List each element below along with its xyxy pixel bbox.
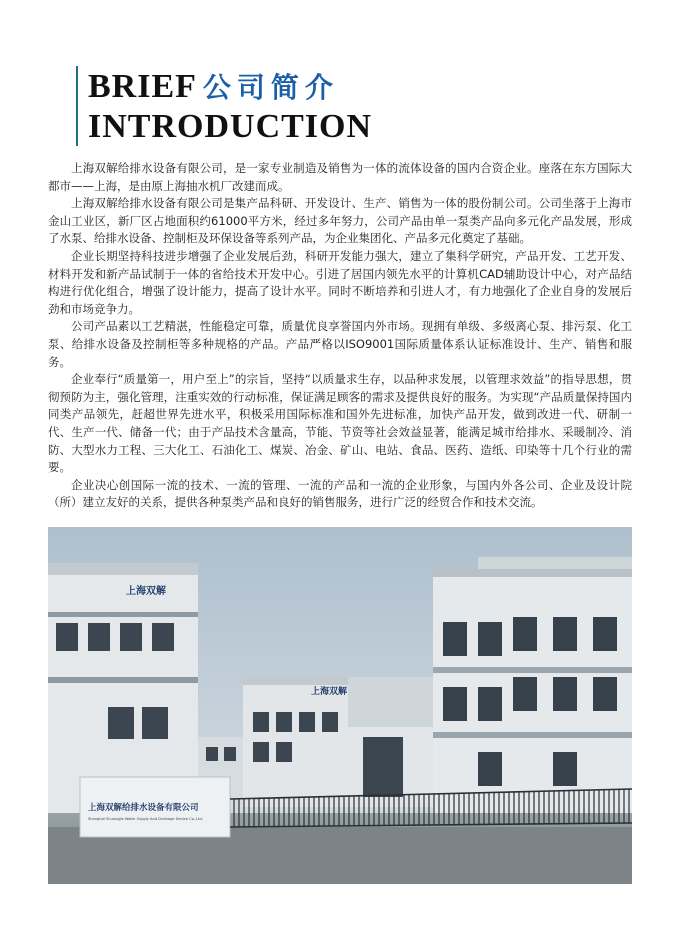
title-introduction: INTRODUCTION	[88, 108, 373, 145]
title-accent-line	[76, 66, 78, 146]
left-building	[48, 563, 198, 813]
paragraph-2: 上海双解给排水设备有限公司是集产品科研、开发设计、生产、销售为一体的股份制公司。公司坐落于上海市金山工业区，新厂区占地面积约61000平方米，经过多年努力，公司产品由单一泵类产品向多元化产品发展，形成了水泵、给排水设备、控制柜及环保设备等系列产品，为企业集团化、产品多元化奠定了基础。	[48, 196, 632, 246]
paragraph-3: 企业长期坚持科技进步增强了企业发展后劲，科研开发能力强大，建立了集科学研究，产品开发、工艺开发、材料开发和新产品试制于一体的省给技术开发中心。引进了居国内领先水平的计算机CAD辅助设计中心，对产品结构进行优化组合，增强了设计能力，提高了设计水平。同时不断培养和引进人才，有力地强化了企业自身的发展后劲和市场竞争力。	[48, 248, 632, 316]
paragraph-5: 企业奉行“质量第一，用户至上”的宗旨，坚持“以质量求生存，以品种求发展，以管理求效益”的指导思想，贯彻预防为主，强化管理，注重实效的行动标准，保证满足顾客的需求及提供良好的服务。为实现“产品质量保持国内同类产品领先，赶超世界先进水平，积极采用国际标准和国外先进标准，加快产品开发，做到改进一代、研制一代、生产一代、储备一代；由于产品技术含量高，节能、节资等社会效益显著，能满足城市给排水、采暖制冷、消防、大型水力工程、三大化工、石油化工、煤炭、冶金、矿山、电站、食品、医药、造纸、印染等十几个行业的需要。	[48, 372, 632, 475]
title-chinese: 公司简介	[202, 71, 339, 104]
title-brief: BRIEF	[88, 68, 197, 105]
intro-body	[48, 160, 632, 512]
factory-photo	[48, 527, 632, 884]
paragraph-1: 上海双解给排水设备有限公司，是一家专业制造及销售为一体的流体设备的国内合资企业。座落在东方国际大都市——上海，是由原上海抽水机厂改建而成。	[48, 161, 632, 193]
center-building-sign: 上海双解	[311, 687, 348, 697]
paragraph-4: 公司产品素以工艺精湛，性能稳定可靠，质量优良享誉国内外市场。现拥有单级、多级离心泵、排污泵、化工泵、给排水设备及控制柜等多种规格的产品。产品严格以ISO9001国际质量体系认证标准设计、生产、销售和服务。	[48, 319, 632, 369]
title-line-1	[88, 66, 339, 106]
left-building-sign: 上海双解	[126, 586, 166, 597]
right-building	[433, 557, 632, 817]
gate-sign-cn: 上海双解给排水设备有限公司	[88, 803, 199, 813]
paragraph-6: 企业决心创国际一流的技术、一流的管理、一流的产品和一流的企业形象，与国内外各公司、企业及设计院（所）建立友好的关系，提供各种泵类产品和良好的销售服务，进行广泛的经贸合作和技术交流。	[48, 477, 632, 510]
gate-sign-en: Shanghai Shuangjie Water Supply And Drainage Device Co.,Ltd.	[88, 817, 203, 821]
